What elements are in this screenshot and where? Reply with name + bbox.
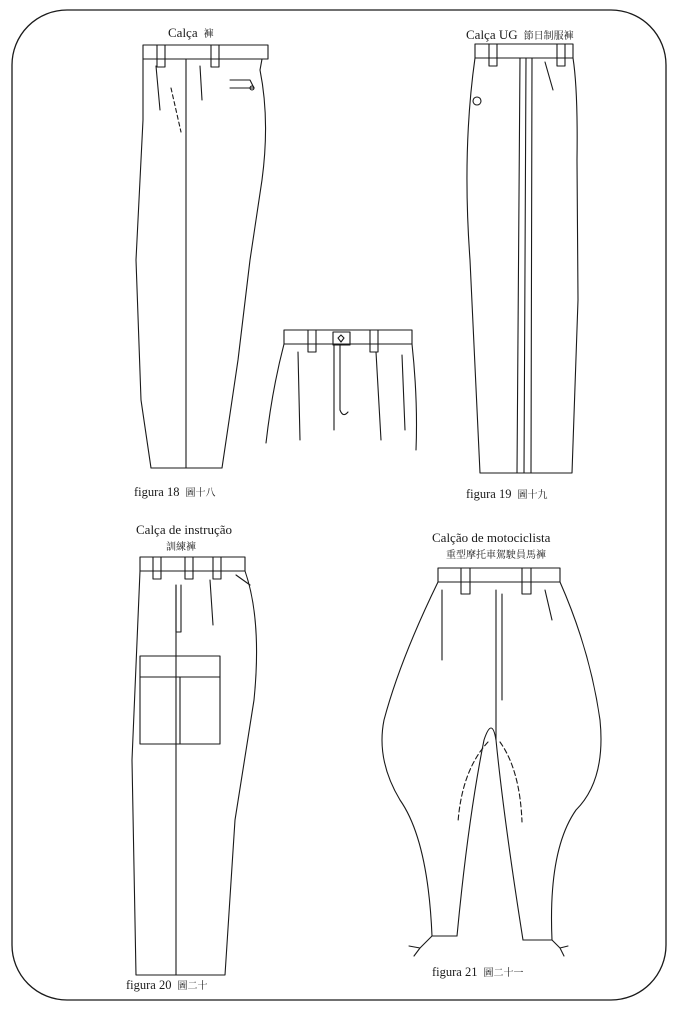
knee-patch-right (500, 742, 522, 822)
belt-loop (370, 330, 378, 352)
side-stripe (517, 58, 520, 473)
pleat (156, 66, 160, 110)
caption-zh: 圖二十一 (483, 968, 524, 979)
title-calcao-de-motociclista (432, 531, 550, 544)
pleat (210, 580, 213, 625)
waist-detail-drawing (266, 330, 417, 450)
figure-21-breeches-drawing (382, 568, 601, 956)
trouser-outline (467, 58, 578, 473)
belt-loop (522, 568, 531, 594)
title-calca-de-instrucao (136, 523, 232, 536)
figure-20-trousers-drawing (132, 557, 257, 975)
title-calca-de-instrucao-zh (166, 540, 196, 553)
caption-figura-18 (134, 486, 215, 499)
title-calca (168, 26, 214, 40)
title-text: Calça UG (466, 27, 518, 42)
ankle-tie (552, 940, 568, 956)
pleat (298, 352, 300, 440)
caption-zh: 圖十八 (185, 488, 216, 499)
waistband (143, 45, 268, 59)
outline-left (266, 344, 284, 443)
figure-19-trousers-drawing (467, 44, 578, 473)
belt-loop (557, 44, 565, 66)
outline-right (552, 582, 602, 940)
fly-curve (340, 345, 348, 415)
buckle-star (338, 335, 344, 342)
side-stripe (531, 58, 532, 473)
title-calcao-de-motociclista-zh (446, 548, 546, 561)
ankle-tie (409, 936, 432, 956)
title-text: Calça (168, 25, 198, 40)
pleat (200, 66, 202, 100)
figure-18-trousers-drawing (136, 45, 268, 468)
waistband (475, 44, 573, 58)
pleat (402, 355, 405, 430)
outline-right (412, 344, 417, 450)
inseam (457, 728, 523, 940)
caption-figura-20 (126, 979, 207, 992)
title-text: Calção de motociclista (432, 530, 551, 545)
pocket-line (545, 590, 552, 620)
trouser-outline (136, 59, 266, 468)
title-calca-ug (466, 28, 574, 42)
caption-text: figura 19 (466, 487, 512, 501)
belt-loop (157, 45, 165, 67)
belt-loop (211, 45, 219, 67)
belt-loop (308, 330, 316, 352)
title-zh: 褲 (203, 29, 214, 40)
dashed-pocket (171, 88, 181, 132)
caption-figura-19 (466, 488, 547, 501)
caption-figura-21 (432, 966, 523, 979)
title-zh: 節日制服褲 (523, 31, 574, 42)
belt-loop (489, 44, 497, 66)
pleat (376, 352, 381, 440)
caption-text: figura 20 (126, 978, 172, 992)
pocket-slit (176, 585, 181, 632)
trouser-outline (132, 571, 257, 975)
caption-text: figura 18 (134, 485, 180, 499)
caption-zh: 圖二十 (177, 981, 208, 992)
caption-text: figura 21 (432, 965, 478, 979)
waistband (438, 568, 560, 582)
title-text: Calça de instrução (136, 522, 233, 537)
title-zh: 重型摩托車駕駛員馬褲 (446, 550, 546, 561)
side-stripe (524, 58, 526, 473)
belt-loop (213, 557, 221, 579)
pleat (545, 62, 553, 90)
belt-loop (185, 557, 193, 579)
title-zh: 訓練褲 (166, 542, 196, 553)
outline-left (382, 582, 438, 936)
belt-loop (461, 568, 470, 594)
button (473, 97, 481, 105)
caption-zh: 圖十九 (517, 490, 548, 501)
belt-buckle (333, 332, 350, 345)
knee-patch-left (458, 742, 488, 822)
page-border (12, 10, 666, 1000)
belt-loop (153, 557, 161, 579)
